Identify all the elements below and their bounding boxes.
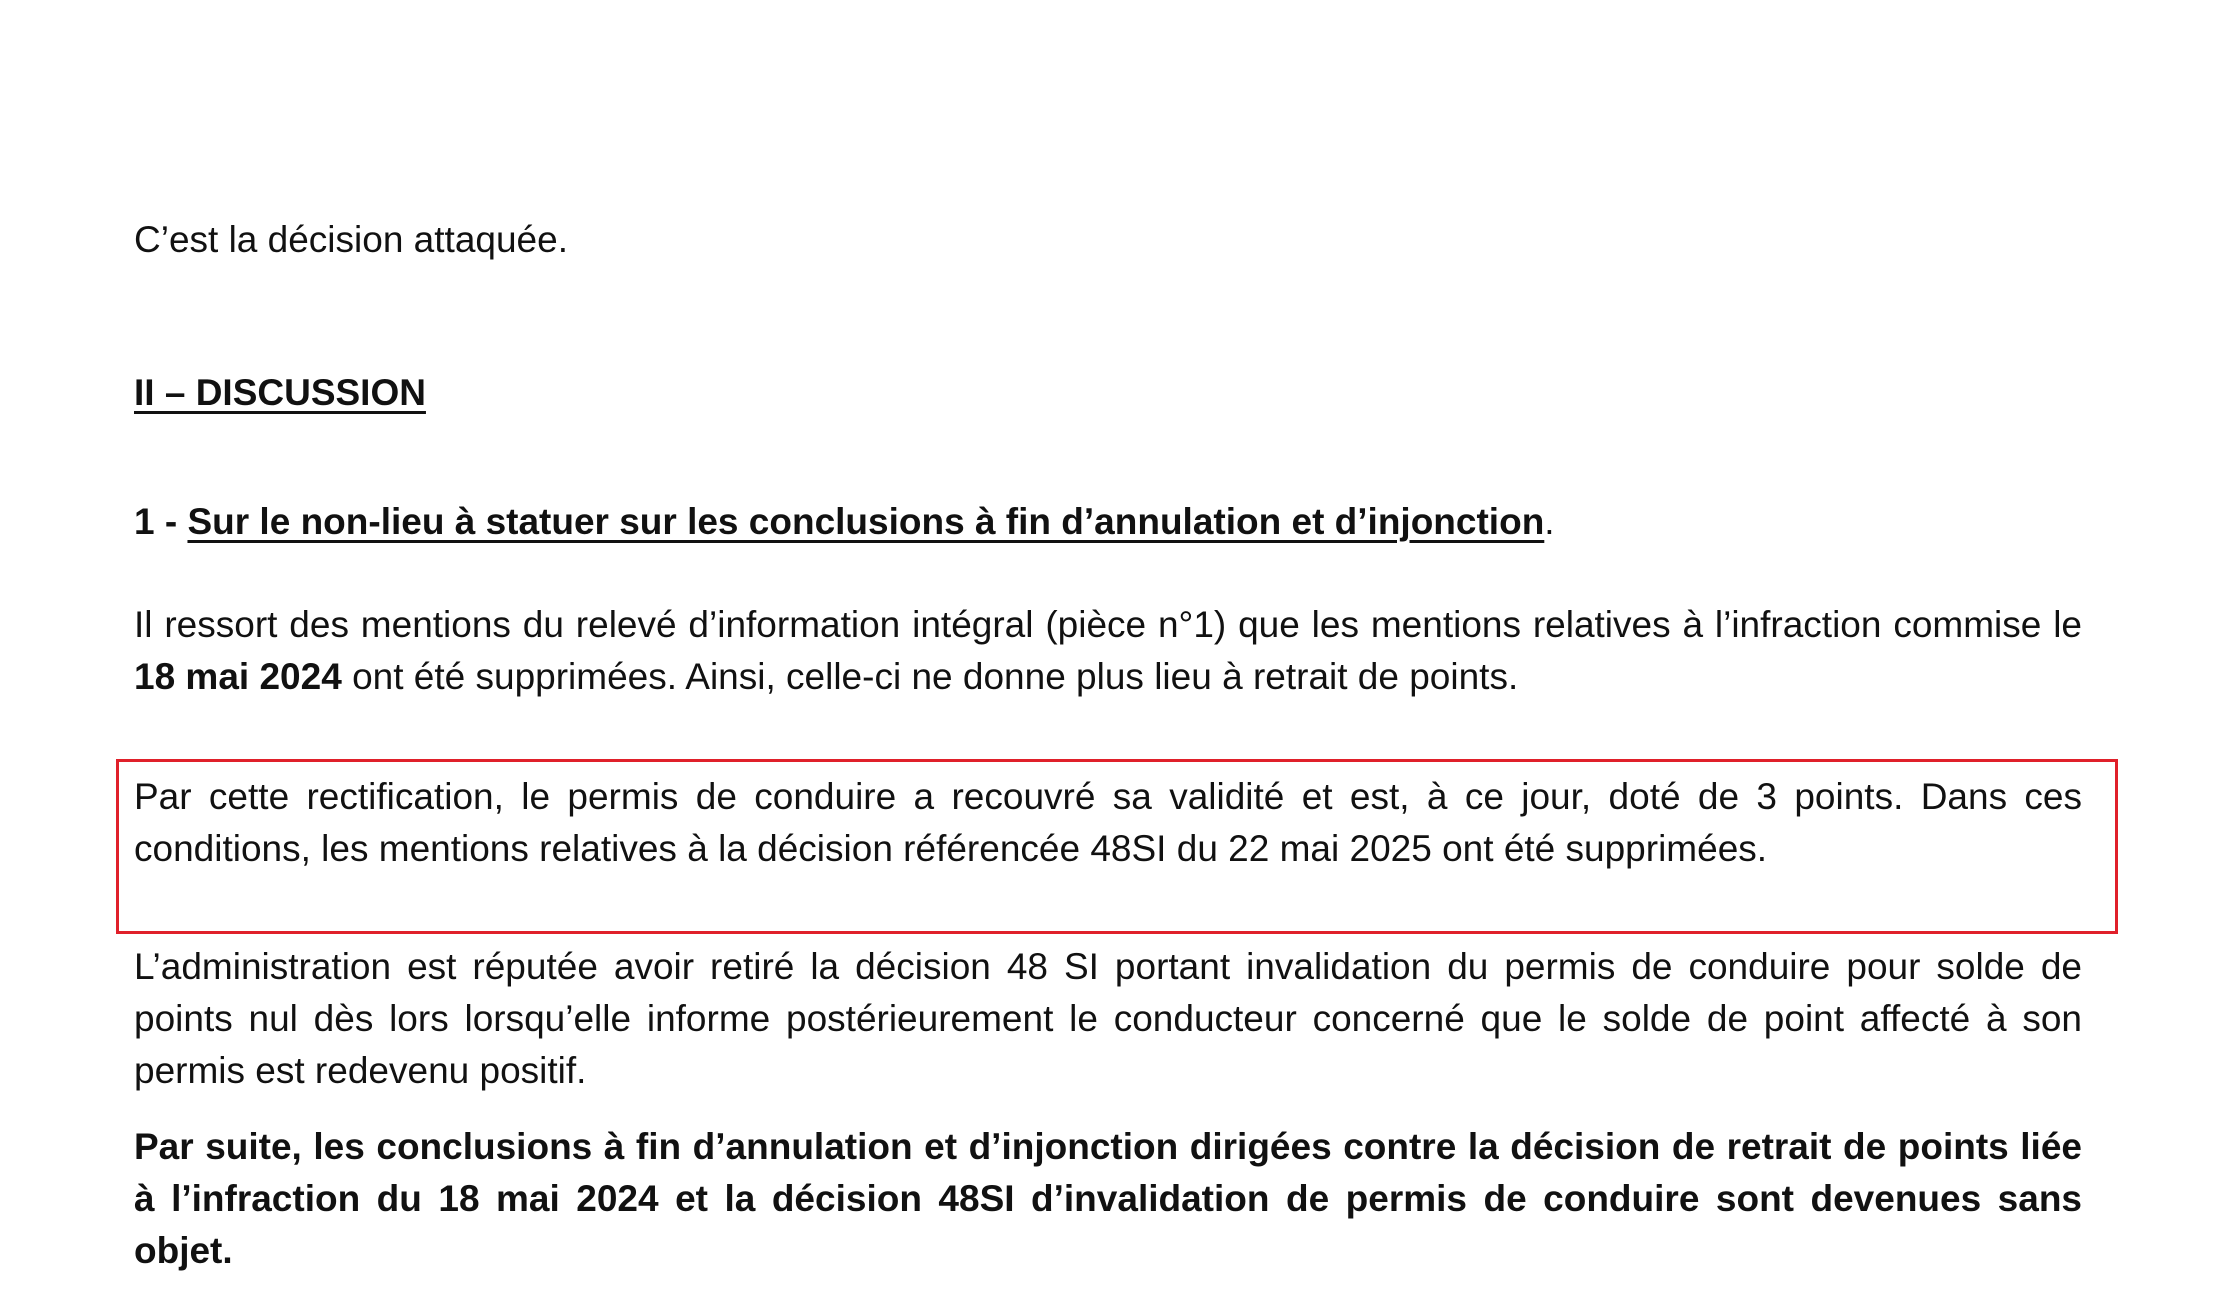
conclusion-paragraph: Par suite, les conclusions à fin d’annulation et d’injonction dirigées contre la décision de retrait de points liée à l’infraction du 18 mai 2024 et la décision 48SI d’invalidation de permis de conduire sont devenues sans objet. xyxy=(134,1126,2082,1271)
intro-text: C’est la décision attaquée. xyxy=(134,219,568,260)
paragraph-3: L’administration est réputée avoir retiré la décision 48 SI portant invalidation du permis de conduire pour solde de points nul dès lors lorsqu’elle informe postérieurement le conducteur concerné que le solde de point affecté à son permis est redevenu positif. xyxy=(134,946,2082,1091)
paragraph-1-date: 18 mai 2024 xyxy=(134,656,342,697)
subheading-number: 1 - xyxy=(134,501,188,542)
paragraph-1-b: ont été supprimées. Ainsi, celle-ci ne donne plus lieu à retrait de points. xyxy=(341,656,1519,697)
paragraph-1 xyxy=(134,599,2082,703)
subheading-end: . xyxy=(1544,501,1555,542)
subheading xyxy=(134,496,2082,548)
paragraph-1-a: Il ressort des mentions du relevé d’information intégral (pièce n°1) que les mentions relatives à l’infraction commise le xyxy=(134,604,2082,645)
section-heading-text: II – DISCUSSION xyxy=(134,372,426,413)
subheading-title: Sur le non-lieu à statuer sur les conclusions à fin d’annulation et d’injonction xyxy=(187,501,1545,542)
section-heading xyxy=(134,367,2082,419)
highlighted-paragraph: Par cette rectification, le permis de conduire a recouvré sa validité et est, à ce jour, doté de 3 points. Dans ces conditions, les mentions relatives à la décision référencée 48SI du 22 mai 2025 ont été supprimées. xyxy=(134,776,2082,869)
